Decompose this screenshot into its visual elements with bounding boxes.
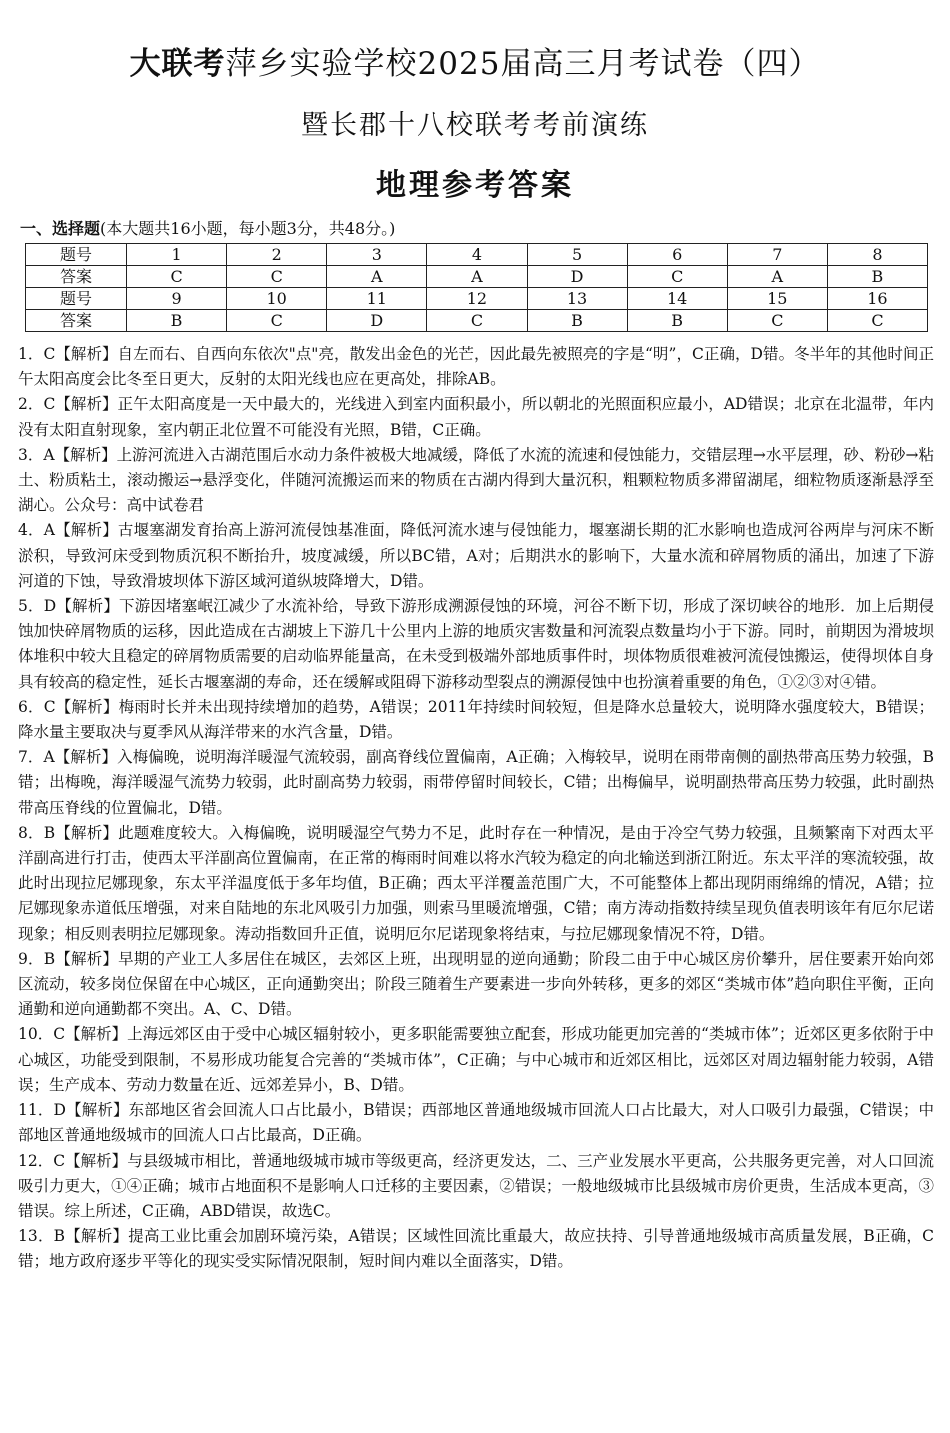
answer-cell: C <box>227 310 327 332</box>
answer-cell: C <box>727 310 827 332</box>
explanation-paragraph: 3．A【解析】上游河流进入古湖范围后水动力条件被极大地减缓，降低了水流的流速和侵蚀能力，交错层理→水平层理，砂、粉砂→粘土、粉质粘土，滚动搬运→悬浮变化，伴随河流搬运而来的物质在古湖内得到大量沉积，粗颗粒物质多滞留湖尾，细粒物质逐渐悬浮至湖心。公众号：高中试卷君 <box>18 445 934 515</box>
explanation-paragraph: 1．C【解析】自左而右、自西向东依次"点"亮，散发出金色的光芒，因此最先被照亮的字是“明”，C正确，D错。冬半年的其他时间正午太阳高度会比冬至日更大，反射的太阳光线也应在更高处，排除AB。 <box>18 345 934 389</box>
question-number: 6 <box>627 244 727 266</box>
question-number: 13 <box>527 288 627 310</box>
row-label-question: 题号 <box>26 244 127 266</box>
question-number: 15 <box>727 288 827 310</box>
answer-cell: C <box>827 310 927 332</box>
answer-cell: A <box>327 266 427 288</box>
document-title: 地理参考答案 <box>376 168 574 203</box>
answer-cell: A <box>427 266 527 288</box>
explanation-paragraph: 2．C【解析】正午太阳高度是一天中最大的，光线进入到室内面积最小，所以朝北的光照面积应最小，AD错误；北京在北温带，年内没有太阳直射现象，室内朝正北位置不可能没有光照，B错，C正确。 <box>18 395 934 439</box>
answer-cell: C <box>227 266 327 288</box>
answer-cell: B <box>127 310 227 332</box>
question-number: 9 <box>127 288 227 310</box>
table-row <box>26 244 928 266</box>
question-number: 4 <box>427 244 527 266</box>
row-label-answer: 答案 <box>26 266 127 288</box>
explanation-paragraph: 7．A【解析】入梅偏晚，说明海洋暖湿气流较弱，副高脊线位置偏南，A正确；入梅较早，说明在雨带南侧的副热带高压势力较强，B错；出梅晚，海洋暖湿气流势力较弱，此时副高势力较弱，雨带停留时间较长，C错；出梅偏早，说明副热带高压势力较强，此时副热带高压脊线的位置偏北，D错。 <box>18 748 934 817</box>
question-number: 11 <box>327 288 427 310</box>
question-number: 10 <box>227 288 327 310</box>
explanation-paragraph: 13．B【解析】提高工业比重会加剧环境污染，A错误；区域性回流比重最大，故应扶持、引导普通地级城市高质量发展，B正确，C错；地方政府逐步平等化的现实受实际情况限制，短时间内难以全面落实，D错。 <box>18 1227 934 1271</box>
brand-name: 大联考 <box>129 46 226 82</box>
question-number: 1 <box>127 244 227 266</box>
answer-cell: C <box>627 266 727 288</box>
answer-cell: D <box>327 310 427 332</box>
section-heading <box>20 218 395 240</box>
answer-cell: B <box>827 266 927 288</box>
answer-cell: A <box>727 266 827 288</box>
question-number: 8 <box>827 244 927 266</box>
answer-cell: C <box>127 266 227 288</box>
answer-cell: C <box>427 310 527 332</box>
section-heading-label: 一、选择题 <box>20 219 101 238</box>
exam-subtitle: 暨长郡十八校联考考前演练 <box>301 110 649 141</box>
explanation-paragraph: 9．B【解析】早期的产业工人多居住在城区，去郊区上班，出现明显的逆向通勤；阶段二由于中心城区房价攀升，居住要素开始向郊区流动，较多岗位保留在中心城区，正向通勤突出；阶段三随着生产要素进一步向外转移，更多的郊区“类城市体”趋向职住平衡，正向通勤和逆向通勤都不突出。A、C、D错。 <box>18 949 934 1019</box>
question-number: 16 <box>827 288 927 310</box>
explanation-paragraph: 10．C【解析】上海远郊区由于受中心城区辐射较小，更多职能需要独立配套，形成功能更加完善的“类城市体”；近郊区更多依附于中心城区，功能受到限制，不易形成功能复合完善的“类城市体”，C正确；与中心城市和近郊区相比，远郊区对周边辐射能力较弱，A错误；生产成本、劳动力数量在近、远郊差异小，B、D错。 <box>18 1025 934 1094</box>
question-number: 14 <box>627 288 727 310</box>
row-label-question: 题号 <box>26 288 127 310</box>
table-row <box>26 310 928 332</box>
section-heading-note: (本大题共16小题，每小题3分，共48分。) <box>100 219 396 238</box>
explanations <box>18 342 934 1275</box>
question-number: 7 <box>727 244 827 266</box>
question-number: 3 <box>327 244 427 266</box>
row-label-answer: 答案 <box>26 310 127 332</box>
table-row <box>26 266 928 288</box>
question-number: 5 <box>527 244 627 266</box>
explanation-paragraph: 12．C【解析】与县级城市相比，普通地级城市城市等级更高，经济更发达，二、三产业发展水平更高，公共服务更完善，对人口回流吸引力更大，①④正确；城市占地面积不是影响人口迁移的主要因素，②错误；一般地级城市比县级城市房价更贵，生活成本更高，③错误。综上所述，C正确，ABD错误，故选C。 <box>18 1151 934 1220</box>
exam-title-text: 萍乡实验学校2025届高三月考试卷（四） <box>225 46 821 82</box>
explanation-paragraph: 11．D【解析】东部地区省会回流人口占比最小，B错误；西部地区普通地级城市回流人口占比最大，对人口吸引力最强，C错误；中部地区普通地级城市的回流人口占比最高，D正确。 <box>18 1101 934 1145</box>
answer-table <box>25 243 928 332</box>
question-number: 12 <box>427 288 527 310</box>
explanation-paragraph: 5．D【解析】下游因堵塞岷江减少了水流补给，导致下游形成溯源侵蚀的环境，河谷不断下切，形成了深切峡谷的地形．加上后期侵蚀加快碎屑物质的运移，因此造成在古湖坡上下游几十公里内上游的地质灾害数量和河流裂点数量均小于下游。同时，前期因为滑坡坝体堆积中较大且稳定的碎屑物质需要的启动临界能量高，在未受到极端外部地质事件时，坝体物质很难被河流侵蚀搬运，使得坝体自身具有较高的稳定性，延长古堰塞湖的寿命，还在缓解或阻碍下游移动型裂点的溯源侵蚀中也扮演着重要的角色，①②③对④错。 <box>18 597 934 691</box>
explanation-paragraph: 8．B【解析】此题难度较大。入梅偏晚，说明暖湿空气势力不足，此时存在一种情况，是由于冷空气势力较强，且频繁南下对西太平洋副高进行打击，使西太平洋副高位置偏南，在正常的梅雨时间难以将水汽较为稳定的向北输送到浙江附近。东太平洋的寒流较强，故此时出现拉尼娜现象，东太平洋温度低于多年均值，B正确；西太平洋覆盖范围广大，不可能整体上都出现阴雨绵绵的情况，A错；拉尼娜现象赤道低压增强，对来自陆地的东北风吸引力加强，则索马里暖流增强，C错；南方涛动指数持续呈现负值表明该年有厄尔尼诺现象；相反则表明拉尼娜现象。涛动指数回升正值，说明厄尔尼诺现象将结束，与拉尼娜现象情况不符，D错。 <box>18 823 934 943</box>
exam-title <box>0 44 950 84</box>
answer-cell: D <box>527 266 627 288</box>
question-number: 2 <box>227 244 327 266</box>
answer-cell: B <box>527 310 627 332</box>
answer-cell: B <box>627 310 727 332</box>
explanation-paragraph: 4．A【解析】古堰塞湖发育抬高上游河流侵蚀基准面，降低河流水速与侵蚀能力，堰塞湖长期的汇水影响也造成河谷两岸与河床不断淤积，导致河床受到物质沉积不断抬升，坡度减缓，所以BC错，A对；后期洪水的影响下，大量水流和碎屑物质的涌出，加速了下游河道的下蚀，导致滑坡坝体下游区域河道纵坡降增大，D错。 <box>18 521 934 590</box>
explanation-paragraph: 6．C【解析】梅雨时长并未出现持续增加的趋势，A错误；2011年持续时间较短，但是降水总量较大，说明降水强度较大，B错误；降水量主要取决与夏季风从海洋带来的水汽含量，D错。 <box>18 697 934 742</box>
table-row <box>26 288 928 310</box>
